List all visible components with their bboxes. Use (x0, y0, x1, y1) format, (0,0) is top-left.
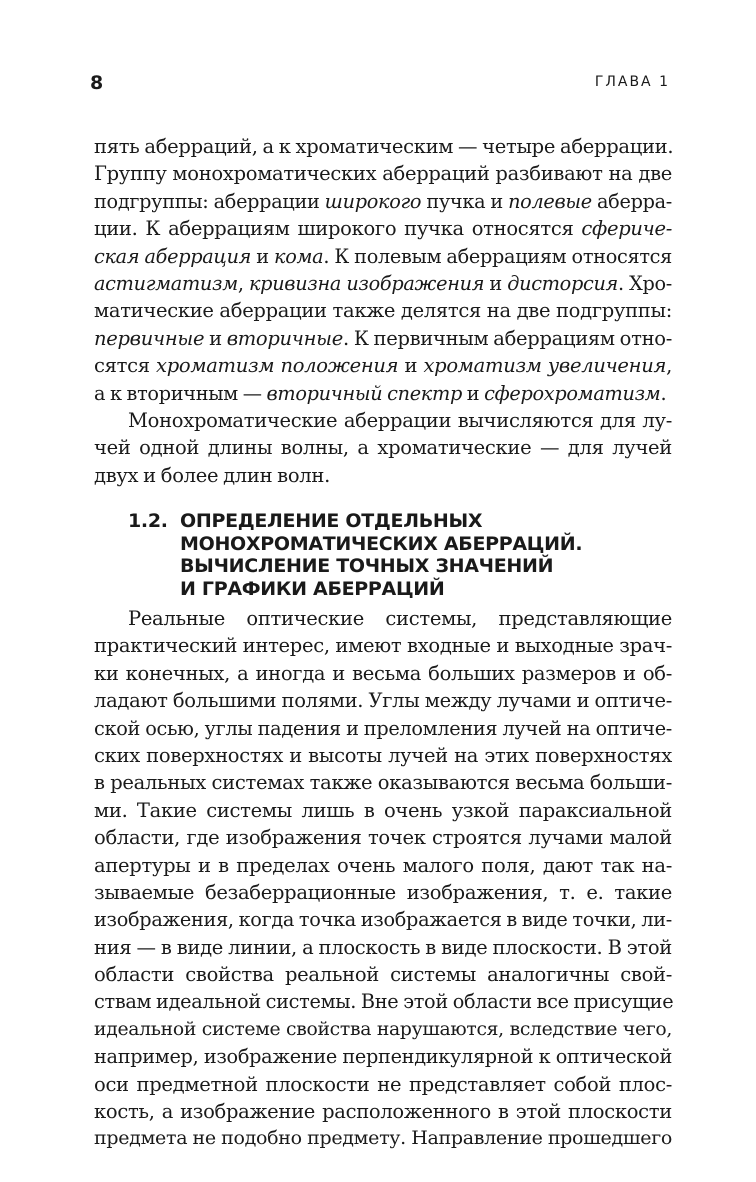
text-line: в реальных системах также оказываются весьма больши- (94, 771, 672, 795)
section-title-line: ОПРЕДЕЛЕНИЕ ОТДЕЛЬНЫХ (180, 510, 483, 532)
text-line: подгруппы: аберрации широкого пучка и полевые аберра- (94, 189, 672, 213)
section-title-line: И ГРАФИКИ АБЕРРАЦИЙ (180, 577, 445, 600)
text-line: апертуры и в пределах очень малого поля, дают так на- (94, 853, 672, 877)
text-line: ских поверхностях и высоты лучей на этих поверхностях (94, 743, 672, 767)
section-number: 1.2. (128, 510, 168, 532)
text-line: сятся хроматизм положения и хроматизм увеличения, (94, 354, 672, 378)
text-line: матические аберрации также делятся на две подгруппы: (94, 299, 672, 323)
text-line: изображения, когда точка изображается в виде точки, ли- (94, 908, 672, 932)
text-line: например, изображение перпендикулярной к оптической (94, 1045, 672, 1069)
text-line: первичные и вторичные. К первичным аберрациям отно- (94, 326, 673, 350)
page-number: 8 (90, 72, 104, 94)
text-line: оси предметной плоскости не представляет собой плос- (94, 1072, 672, 1096)
text-line: области, где изображения точек строятся лучами малой (94, 826, 672, 850)
text-line: кость, а изображение расположенного в этой плоскости (94, 1100, 672, 1124)
section-heading (128, 510, 628, 600)
chapter-label: ГЛАВА 1 (594, 74, 670, 90)
text-line: ки конечных, а иногда и весьма больших размеров и об- (94, 661, 672, 685)
text-line: а к вторичным — вторичный спектр и сферохроматизм. (94, 381, 667, 405)
text-line: астигматизм, кривизна изображения и дисторсия. Хро- (94, 271, 673, 295)
text-line: Реальные оптические системы, представляющие (128, 607, 672, 630)
text-line: пять аберраций, а к хроматическим — четыре аберрации. (94, 135, 674, 158)
text-line: ладают большими полями. Углы между лучами и оптиче- (94, 689, 672, 713)
text-line: ции. К аберрациям широкого пучка относятся сфериче- (94, 217, 672, 241)
text-line: предмета не подобно предмету. Направление прошедшего (94, 1127, 672, 1150)
text-line: двух и более длин волн. (94, 463, 330, 487)
paragraph-wavelengths (94, 407, 672, 489)
running-header (90, 72, 670, 100)
paragraph-real-systems (94, 605, 672, 1153)
text-line: практический интерес, имеют входные и выходные зрач- (94, 634, 672, 658)
text-line: ствам идеальной системы. Вне этой области все присущие (94, 990, 674, 1014)
text-line: области свойства реальной системы аналогичны свой- (94, 963, 672, 987)
text-line: идеальной системе свойства нарушаются, вследствие чего, (94, 1018, 672, 1040)
text-line: ми. Такие системы лишь в очень узкой параксиальной (94, 798, 672, 822)
text-line: зываемые безаберрационные изображения, т. е. такие (94, 880, 672, 904)
text-line: ния — в виде линии, а плоскость в виде плоскости. В этой (94, 935, 672, 959)
text-line: Группу монохроматических аберраций разбивают на две (94, 162, 672, 186)
text-line: чей одной длины волны, а хроматические — для лучей (94, 436, 672, 460)
text-line: Монохроматические аберрации вычисляются для лу- (128, 408, 672, 432)
paragraph-aberration-groups (94, 133, 672, 407)
section-title-line: ВЫЧИСЛЕНИЕ ТОЧНЫХ ЗНАЧЕНИЙ (180, 555, 554, 577)
text-line: ской осью, углы падения и преломления лучей на оптиче- (94, 716, 672, 740)
text-line: ская аберрация и кома. К полевым аберрациям относятся (94, 244, 672, 268)
section-title-line: МОНОХРОМАТИЧЕСКИХ АБЕРРАЦИЙ. (180, 532, 583, 555)
text-block-intro (94, 133, 672, 489)
